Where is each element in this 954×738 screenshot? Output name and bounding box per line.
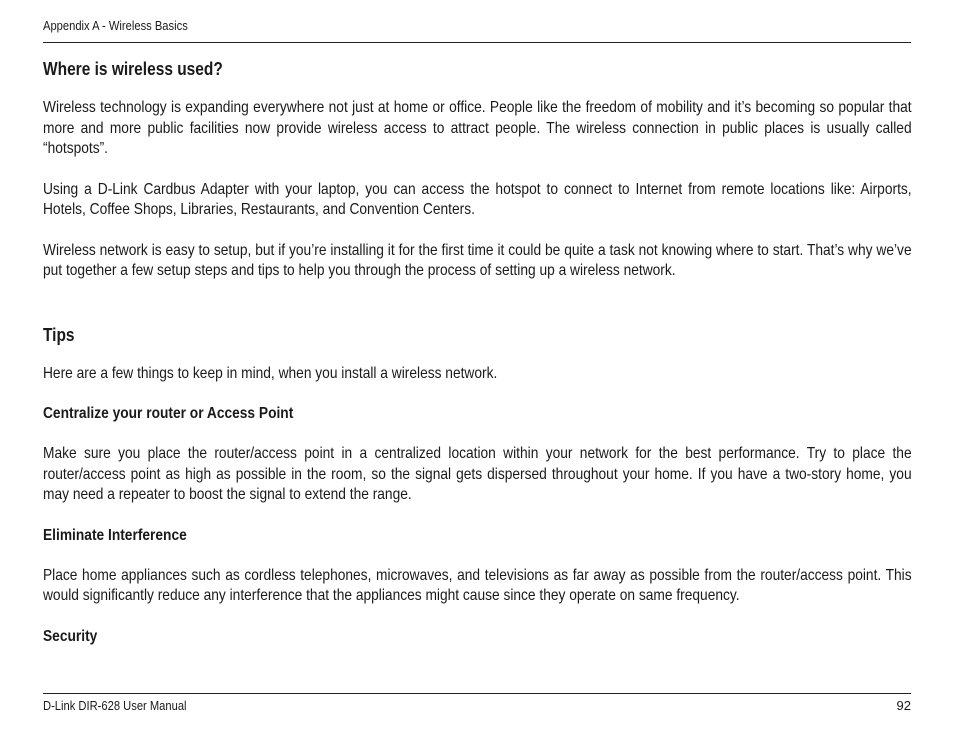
- where-paragraph-2: Using a D-Link Cardbus Adapter with your laptop, you can access the hotspot to connect to Internet from remote locations like: Airports, Hotels, Coffee Shops, Libraries, Restaurants, and Convention Centers.: [43, 180, 912, 218]
- centralize-heading: Centralize your router or Access Point: [43, 405, 294, 422]
- centralize-paragraph: Make sure you place the router/access point in a centralized location within your network for the best performance. Try to place the router/access point as high as possible in the room, so the signal gets dispersed throughout your home. If you have a two-story home, you may need a repeater to boost the signal to extend the range.: [43, 445, 912, 503]
- page-content: [43, 58, 911, 647]
- manual-page: [43, 0, 911, 738]
- where-heading: Where is wireless used?: [43, 59, 223, 79]
- interference-paragraph: Place home appliances such as cordless telephones, microwaves, and televisions as far away as possible from the router/access point. This would significantly reduce any interference that the appliances might cause since they operate on same frequency.: [43, 566, 912, 604]
- content-column: [43, 58, 912, 647]
- tips-intro: Here are a few things to keep in mind, when you install a wireless network.: [43, 364, 498, 382]
- where-paragraph-1: Wireless technology is expanding everywhere not just at home or office. People like the freedom of mobility and it’s becoming so popular that more and more public facilities now provide wireless access to attract people. The wireless connection in public places is usually called “hotspots”.: [43, 99, 912, 157]
- page-header-title: Appendix A - Wireless Basics: [43, 18, 188, 33]
- footer-divider: [43, 693, 911, 694]
- interference-heading: Eliminate Interference: [43, 526, 187, 544]
- tips-heading: Tips: [43, 324, 75, 345]
- security-heading: Security: [43, 627, 98, 645]
- footer-manual-title: D-Link DIR-628 User Manual: [43, 698, 187, 713]
- where-paragraph-3: Wireless network is easy to setup, but if you’re installing it for the first time it could be quite a task not knowing where to start. That’s why we’ve put together a few setup steps and tips to help you through the process of setting up a wireless network.: [43, 241, 912, 279]
- page-number: 92: [896, 698, 911, 713]
- header-divider: [43, 42, 911, 43]
